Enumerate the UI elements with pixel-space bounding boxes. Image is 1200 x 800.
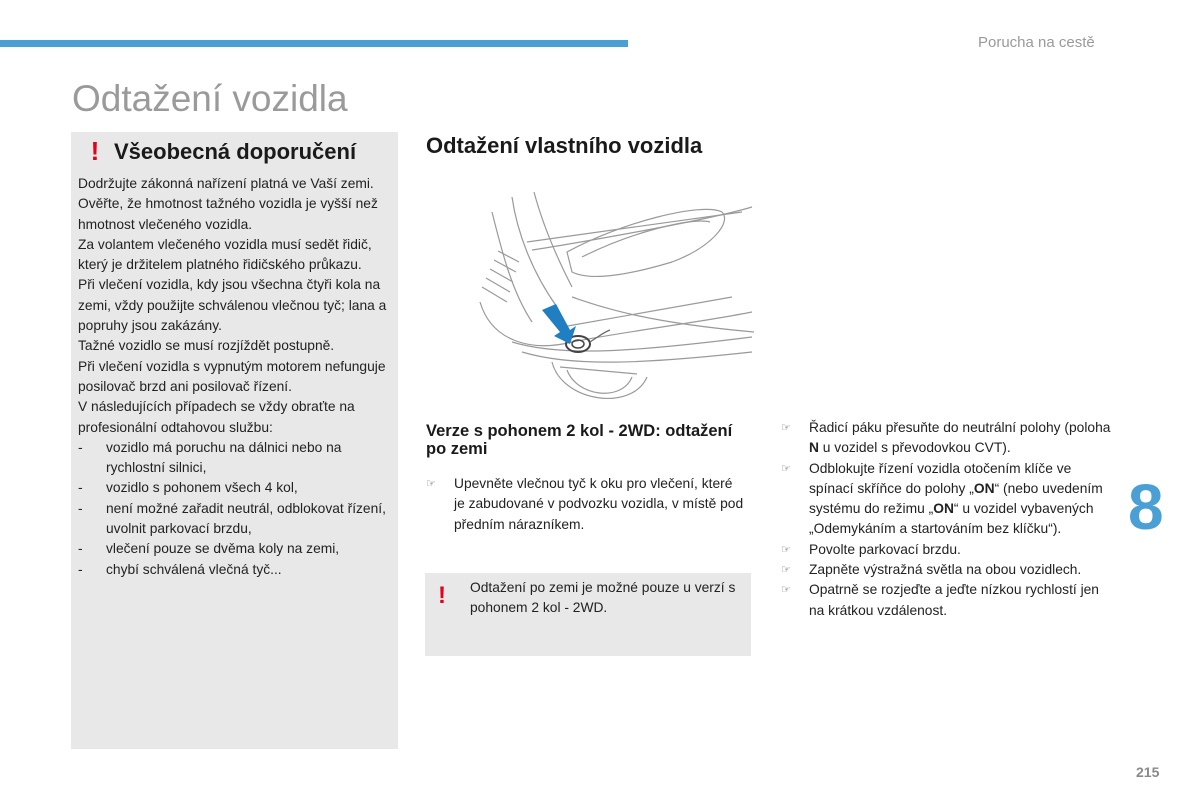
pointing-hand-icon: ☞ [426, 478, 436, 490]
professional-service-list [78, 438, 392, 580]
list-item: - není možné zařadit neutrál, odblokovat řízení, uvolnit parkovací brzdu, [78, 500, 386, 537]
list-item: - chybí schválená vlečná tyč... [78, 560, 392, 580]
section-name: Porucha na cestě [978, 34, 1095, 51]
paragraph: Při vlečení vozidla s vypnutým motorem nefunguje posilovač brzd ani posilovač řízení. [78, 358, 386, 394]
dash-marker: - [78, 500, 83, 516]
list-item: ☞ Řadicí páku přesuňte do neutrální polohy (poloha N u vozidel s převodovkou CVT). [781, 420, 1111, 456]
page-number: 215 [1136, 764, 1160, 780]
pointing-hand-icon: ☞ [781, 462, 791, 475]
paragraph: Dodržujte zákonná nařízení platná ve Vaší zemi. [78, 176, 374, 191]
warning-icon: ! [90, 136, 100, 166]
towing-eye-location-illustration [472, 192, 754, 412]
dash-marker: - [78, 439, 83, 455]
paragraph: Tažné vozidlo se musí rozjíždět postupně. [78, 338, 335, 354]
warning-note-text: Odtažení po zemi je možné pouze u verzí s pohonem 2 kol - 2WD. [470, 580, 736, 616]
page-title: Odtažení vozidla [72, 78, 348, 119]
pointing-hand-icon: ☞ [781, 422, 791, 434]
paragraph: Ověřte, že hmotnost tažného vozidla je vyšší než hmotnost vlečeného vozidla. [78, 196, 378, 232]
dash-marker: - [78, 541, 83, 557]
pointing-hand-icon: ☞ [781, 564, 791, 577]
paragraph: Při vlečení vozidla, kdy jsou všechna čtyři kola na zemi, vždy použijte schválenou vlečnou tyč; lana a popruhy jsou zakázány. [78, 277, 387, 334]
twowd-instructions [426, 474, 744, 535]
towing-steps-list [781, 418, 1111, 621]
list-item: - vozidlo má poruchu na dálnici nebo na rychlostní silnici, [78, 439, 342, 476]
header-accent-bar [0, 40, 628, 47]
own-vehicle-towing-title: Odtažení vlastního vozidla [426, 133, 703, 158]
list-item: - vlečení pouze se dvěma koly na zemi, [78, 539, 392, 559]
paragraph: Za volantem vlečeného vozidla musí sedět řidič, který je držitelem platného řidičského průkazu. [78, 236, 372, 273]
list-item: ☞ Povolte parkovací brzdu. [781, 540, 1111, 560]
general-recommendations-header [82, 136, 356, 167]
list-item: ☞ Odblokujte řízení vozidla otočením klíče ve spínací skříňce do polohy „ON“ (nebo uvedením systému do režimu „ON“ u vozidel vybavených „Odemykáním a startováním bez klíčku“). [781, 460, 1103, 537]
dash-marker: - [78, 480, 83, 496]
list-item: ☞ Zapněte výstražná světla na obou vozidlech. [781, 560, 1111, 580]
twowd-subtitle: Verze s pohonem 2 kol - 2WD: odtažení po zemi [426, 422, 733, 458]
general-recommendations-title: Všeobecná doporučení [114, 138, 357, 164]
general-recommendations-body [78, 174, 392, 580]
pointing-hand-icon: ☞ [781, 543, 791, 556]
warning-icon: ! [438, 582, 446, 609]
list-item: ☞ Opatrně se rozjeďte a jeďte nízkou rychlostí jen na krátkou vzdálenost. [781, 582, 1099, 618]
list-item: ☞ Upevněte vlečnou tyč k oku pro vlečení, které je zabudované v podvozku vozidla, v místě pod předním nárazníkem. [426, 476, 744, 532]
pointing-hand-icon: ☞ [781, 584, 791, 597]
list-item: - vozidlo s pohonem všech 4 kol, [78, 478, 392, 498]
paragraph: V následujících případech se vždy obraťte na profesionální odtahovou službu: [78, 399, 355, 435]
chapter-number: 8 [1128, 471, 1164, 543]
dash-marker: - [78, 561, 83, 577]
